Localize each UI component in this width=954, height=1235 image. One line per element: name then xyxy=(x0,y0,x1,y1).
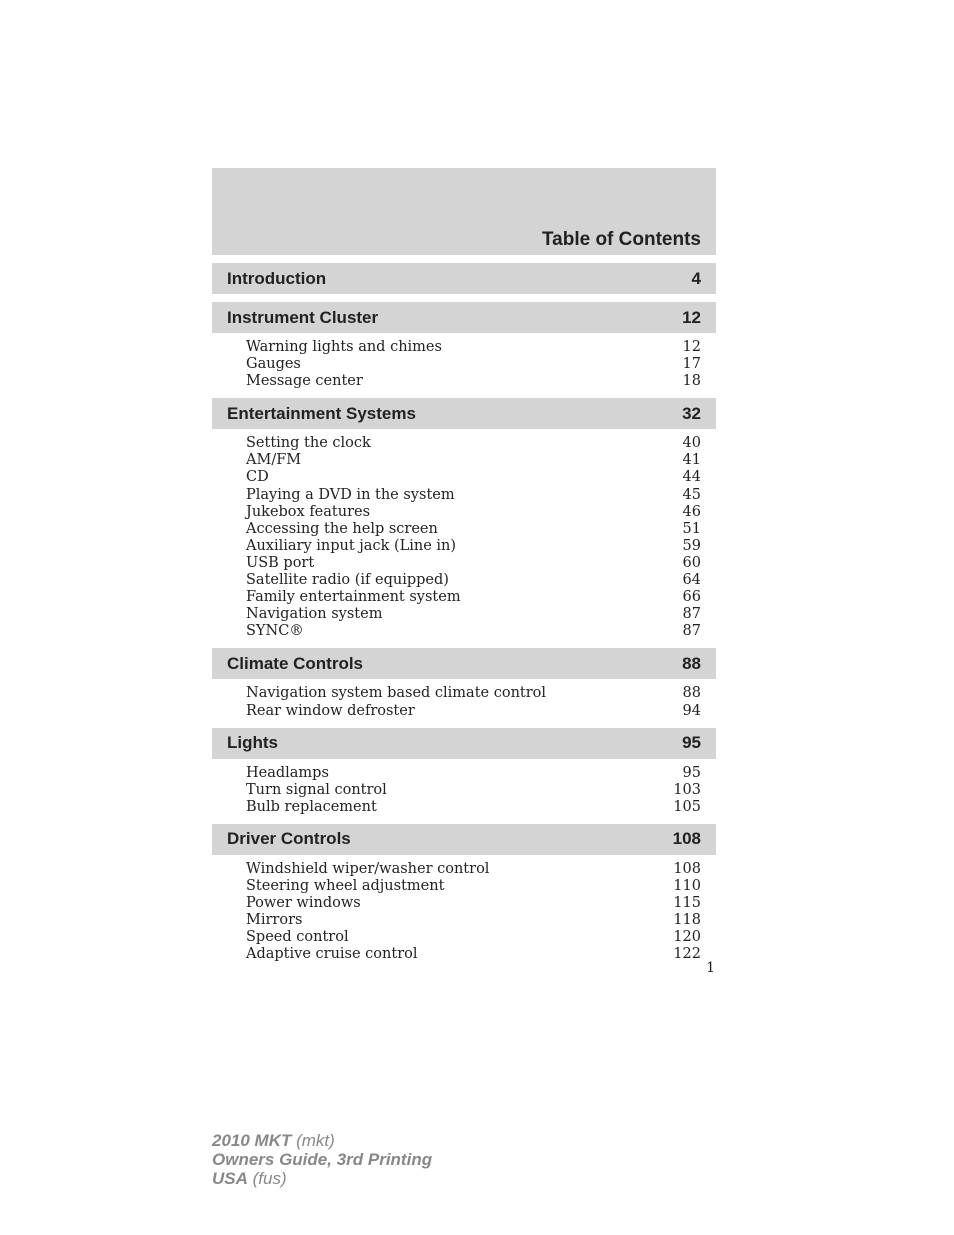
entry-title: Playing a DVD in the system xyxy=(246,486,455,503)
entry-page: 88 xyxy=(682,685,701,702)
entry-title: CD xyxy=(246,469,269,486)
entry-title: Warning lights and chimes xyxy=(246,339,442,355)
entry-title: Windshield wiper/washer control xyxy=(246,860,490,877)
footer xyxy=(212,1131,432,1188)
entry-list xyxy=(212,855,716,964)
section-page: 95 xyxy=(682,733,701,753)
toc-entry[interactable] xyxy=(246,538,701,555)
entry-page: 44 xyxy=(682,469,701,486)
entry-title: Turn signal control xyxy=(246,781,387,798)
entry-title: Satellite radio (if equipped) xyxy=(246,572,449,589)
toc-entry[interactable] xyxy=(246,487,701,504)
toc-entry[interactable] xyxy=(246,572,701,589)
entry-title: USB port xyxy=(246,554,315,571)
entry-title: SYNC® xyxy=(246,623,304,640)
entry-page: 95 xyxy=(682,764,701,781)
section-heading[interactable] xyxy=(212,263,716,294)
entry-title: Steering wheel adjustment xyxy=(246,877,445,894)
toc-entry[interactable] xyxy=(246,504,701,521)
toc-entry[interactable] xyxy=(246,946,701,963)
toc-entry[interactable] xyxy=(246,435,701,452)
entry-page: 66 xyxy=(682,589,701,606)
toc-section xyxy=(212,398,716,640)
entry-page: 60 xyxy=(682,554,701,571)
entry-page: 110 xyxy=(673,877,701,894)
section-page: 88 xyxy=(682,653,701,673)
footer-line-3: USA (fus) xyxy=(212,1169,287,1188)
entry-title: Speed control xyxy=(246,929,349,946)
entry-title: Accessing the help screen xyxy=(246,520,438,537)
toc-section xyxy=(212,728,716,816)
section-title: Instrument Cluster xyxy=(227,307,379,327)
entry-page: 46 xyxy=(682,503,701,520)
section-page: 12 xyxy=(682,307,701,327)
entry-page: 51 xyxy=(682,520,701,537)
entry-page: 103 xyxy=(673,781,701,798)
toc-entry[interactable] xyxy=(246,521,701,538)
entry-page: 118 xyxy=(673,912,701,929)
toc-entry[interactable] xyxy=(246,912,701,929)
toc-section xyxy=(212,824,716,964)
footer-line-1: 2010 MKT (mkt) xyxy=(212,1131,335,1150)
entry-page: 108 xyxy=(673,860,701,877)
entry-title: Bulb replacement xyxy=(246,798,377,815)
entry-list xyxy=(212,429,716,640)
toc-entry[interactable] xyxy=(246,469,701,486)
toc-entry[interactable] xyxy=(246,555,701,572)
entry-page: 122 xyxy=(673,946,701,963)
page-title: Table of Contents xyxy=(541,229,701,250)
section-page: 32 xyxy=(682,403,701,423)
toc-entry[interactable] xyxy=(246,782,701,799)
section-heading[interactable] xyxy=(212,728,716,759)
section-title: Lights xyxy=(227,733,278,753)
entry-title: Setting the clock xyxy=(246,435,371,452)
section-page: 108 xyxy=(672,829,701,849)
section-title: Climate Controls xyxy=(227,653,364,673)
toc-entry[interactable] xyxy=(246,623,701,640)
toc-section xyxy=(212,263,716,294)
toc-entry[interactable] xyxy=(246,765,701,782)
entry-list xyxy=(212,333,716,390)
entry-page: 64 xyxy=(682,572,701,589)
entry-page: 87 xyxy=(682,606,701,623)
section-title: Driver Controls xyxy=(227,829,351,849)
footer-line-2: Owners Guide, 3rd Printing xyxy=(212,1150,433,1169)
entry-title: Jukebox features xyxy=(246,503,371,520)
section-heading[interactable] xyxy=(212,648,716,679)
entry-page: 17 xyxy=(682,356,701,373)
entry-page: 94 xyxy=(682,702,701,719)
toc-entry[interactable] xyxy=(246,703,701,720)
entry-title: Navigation system xyxy=(246,606,383,623)
toc-section xyxy=(212,302,716,390)
entry-page: 120 xyxy=(673,929,701,946)
toc-entry[interactable] xyxy=(246,452,701,469)
entry-page: 12 xyxy=(682,339,701,355)
section-title: Introduction xyxy=(227,268,327,288)
toc-entry[interactable] xyxy=(246,895,701,912)
entry-title: Mirrors xyxy=(246,912,303,929)
entry-title: Power windows xyxy=(246,895,361,912)
section-heading[interactable] xyxy=(212,824,716,855)
entry-page: 40 xyxy=(682,435,701,452)
entry-title: Message center xyxy=(246,373,363,390)
toc-entry[interactable] xyxy=(246,799,701,816)
entry-title: Family entertainment system xyxy=(246,589,461,606)
entry-title: Auxiliary input jack (Line in) xyxy=(246,537,457,554)
toc-entry[interactable] xyxy=(246,356,701,373)
entry-title: Gauges xyxy=(246,356,301,373)
table-of-contents xyxy=(212,168,716,963)
entry-list xyxy=(212,679,716,719)
entry-title: Navigation system based climate control xyxy=(246,685,547,702)
entry-title: Headlamps xyxy=(246,764,329,781)
toc-entry[interactable] xyxy=(246,878,701,895)
entry-page: 115 xyxy=(673,895,701,912)
toc-header xyxy=(212,168,716,255)
entry-title: Adaptive cruise control xyxy=(246,946,418,963)
toc-section xyxy=(212,648,716,719)
section-heading[interactable] xyxy=(212,302,716,333)
toc-entry[interactable] xyxy=(246,685,701,702)
entry-page: 87 xyxy=(682,623,701,640)
toc-entry[interactable] xyxy=(246,929,701,946)
toc-entry[interactable] xyxy=(246,861,701,878)
entry-title: AM/FM xyxy=(246,452,302,469)
entry-page: 45 xyxy=(682,486,701,503)
entry-list xyxy=(212,759,716,816)
entry-page: 59 xyxy=(682,537,701,554)
section-heading[interactable] xyxy=(212,398,716,429)
entry-page: 18 xyxy=(682,373,701,390)
entry-title: Rear window defroster xyxy=(246,702,415,719)
toc-sections xyxy=(212,263,716,963)
entry-page: 105 xyxy=(673,798,701,815)
toc-entry[interactable] xyxy=(246,373,701,390)
page-number: 1 xyxy=(706,960,715,976)
toc-entry[interactable] xyxy=(246,339,701,356)
section-page: 4 xyxy=(691,268,701,288)
toc-entry[interactable] xyxy=(246,606,701,623)
toc-entry[interactable] xyxy=(246,589,701,606)
section-title: Entertainment Systems xyxy=(227,403,416,423)
entry-page: 41 xyxy=(682,452,701,469)
